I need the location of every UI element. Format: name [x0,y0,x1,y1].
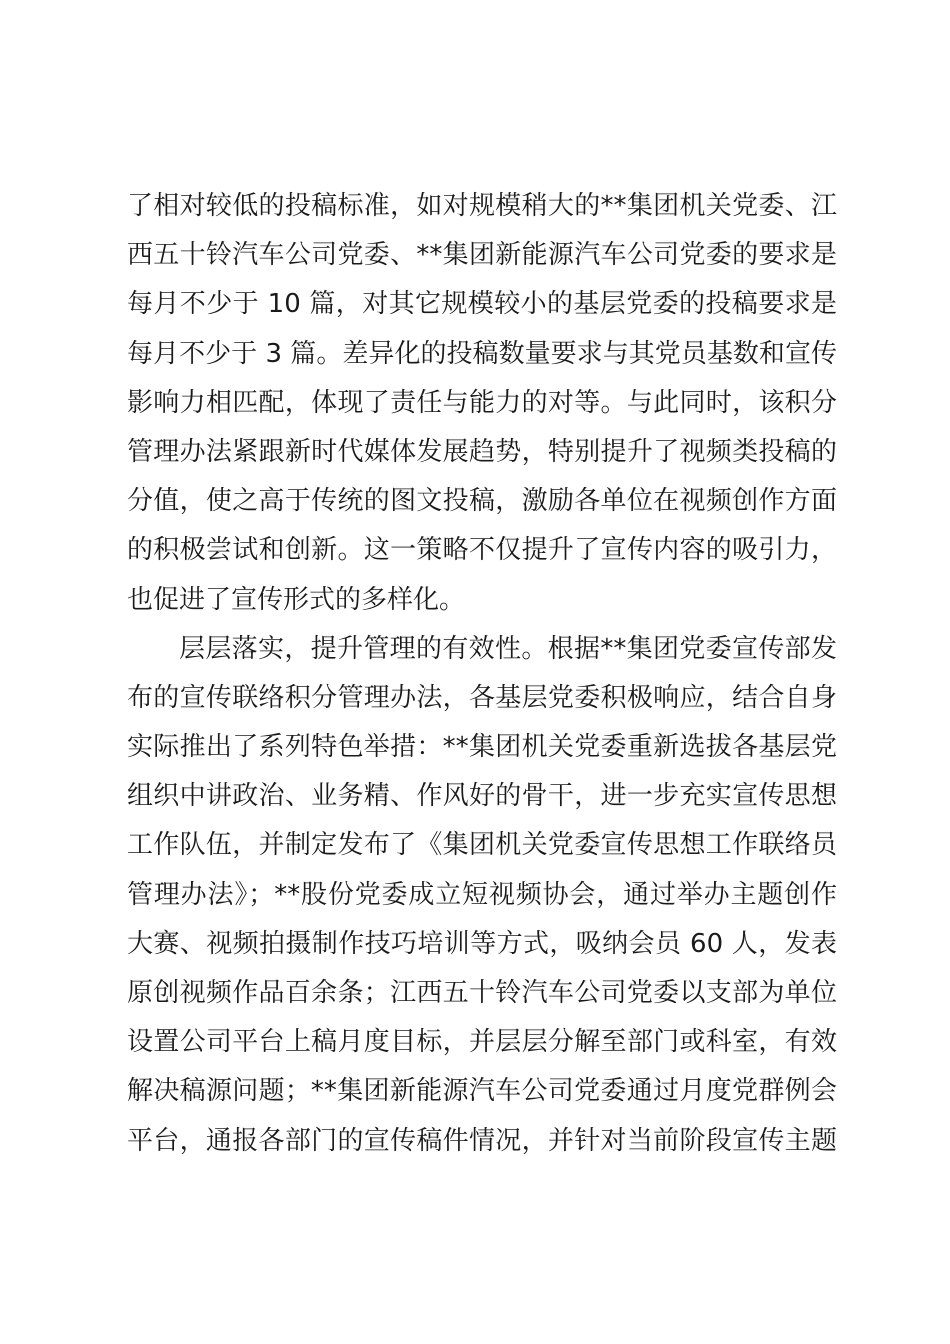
text-line: 西五十铃汽车公司党委、**集团新能源汽车公司党委的要求是 [127,240,837,271]
text-line: 每月不少于 3 篇。差异化的投稿数量要求与其党员基数和宣传 [127,338,837,369]
paragraph-1 [127,182,837,625]
text-line: 组织中讲政治、业务精、作风好的骨干，进一步充实宣传思想 [127,781,837,812]
text-line: 实际推出了系列特色举措：**集团机关党委重新选拔各基层党 [127,732,837,763]
text-line: 布的宣传联络积分管理办法，各基层党委积极响应，结合自身 [127,682,837,713]
text-line: 了相对较低的投稿标准，如对规模稍大的**集团机关党委、江 [127,191,837,221]
text-line: 设置公司平台上稿月度目标，并层层分解至部门或科室，有效 [127,1027,837,1058]
text-line: 也促进了宣传形式的多样化。 [127,584,466,615]
text-line: 层层落实，提升管理的有效性。根据**集团党委宣传部发 [179,633,837,664]
text-line: 管理办法紧跟新时代媒体发展趋势，特别提升了视频类投稿的 [127,436,837,467]
text-line: 每月不少于 10 篇，对其它规模较小的基层党委的投稿要求是 [127,289,837,320]
document-body [127,182,837,1166]
text-line: 原创视频作品百余条；江西五十铃汽车公司党委以支部为单位 [127,978,837,1008]
text-line: 解决稿源问题；**集团新能源汽车公司党委通过月度党群例会 [127,1076,837,1107]
text-line: 工作队伍，并制定发布了《集团机关党委宣传思想工作联络员 [127,830,837,861]
paragraph-2 [127,625,837,1166]
text-line: 分值，使之高于传统的图文投稿，激励各单位在视频创作方面 [127,486,837,517]
text-line: 大赛、视频拍摄制作技巧培训等方式，吸纳会员 60 人，发表 [127,928,837,959]
text-line: 的积极尝试和创新。这一策略不仅提升了宣传内容的吸引力， [127,535,837,566]
text-line: 平台，通报各部门的宣传稿件情况，并针对当前阶段宣传主题 [127,1125,837,1156]
text-line: 管理办法》；**股份党委成立短视频协会，通过举办主题创作 [127,879,837,910]
text-line: 影响力相匹配，体现了责任与能力的对等。与此同时，该积分 [127,387,837,418]
